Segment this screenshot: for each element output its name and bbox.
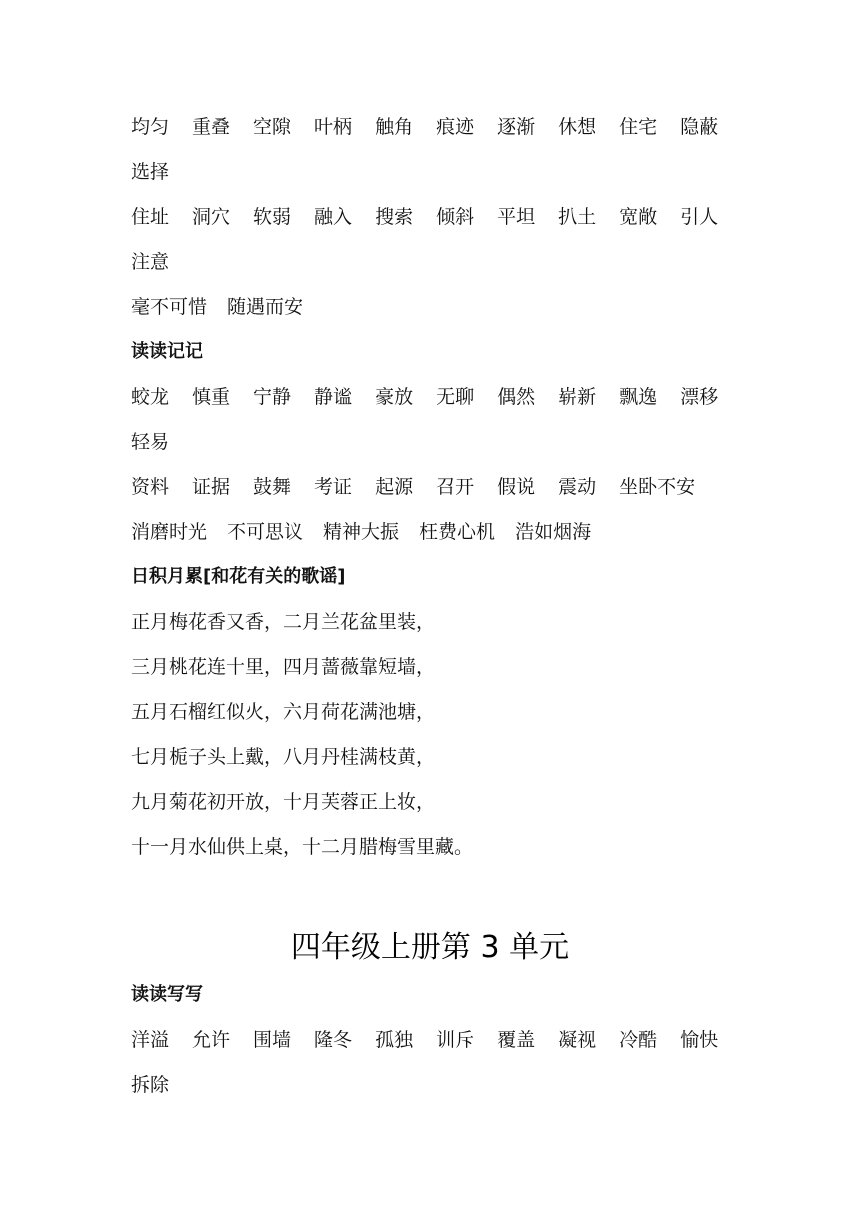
word: 搜索: [375, 206, 414, 228]
word: 轻易: [131, 431, 170, 453]
word: 毫不可惜: [131, 296, 208, 318]
word: 漂移: [680, 386, 719, 408]
word: 起源: [375, 476, 414, 498]
content-lower: [131, 976, 741, 1111]
word: 注意: [131, 251, 170, 273]
word: 蛟龙: [131, 386, 170, 408]
word: 选择: [131, 161, 170, 183]
word: 宽敞: [619, 206, 658, 228]
word-line-4: [131, 243, 741, 288]
word: 鼓舞: [253, 476, 292, 498]
word: 训斥: [436, 1029, 475, 1051]
word: 隆冬: [314, 1029, 353, 1051]
word: 浩如烟海: [515, 521, 592, 543]
word-line-7: [131, 423, 741, 468]
word: 逐渐: [497, 116, 536, 138]
word: 凝视: [558, 1029, 597, 1051]
word: 软弱: [253, 206, 292, 228]
word: 无聊: [436, 386, 475, 408]
word: 愉快: [680, 1029, 719, 1051]
word: 静谧: [314, 386, 353, 408]
word: 震动: [558, 476, 597, 498]
word: 证据: [192, 476, 231, 498]
word: 洋溢: [131, 1029, 170, 1051]
word: 住址: [131, 206, 170, 228]
word: 孤独: [375, 1029, 414, 1051]
word: 飘逸: [619, 386, 658, 408]
word: 枉费心机: [419, 521, 496, 543]
word: 住宅: [619, 116, 658, 138]
word: 触角: [375, 116, 414, 138]
section-heading-accumulation: 日积月累[和花有关的歌谣]: [131, 566, 346, 587]
word: 不可思议: [227, 521, 304, 543]
word: 拆除: [131, 1074, 170, 1096]
word-line-11: [131, 1066, 741, 1111]
poem-line: 十一月水仙供上桌，十二月腊梅雪里藏。: [131, 836, 474, 858]
content-upper: [131, 108, 741, 873]
word-line-3: [131, 198, 741, 243]
word-line-8: [131, 468, 741, 513]
word: 平坦: [497, 206, 536, 228]
word: 覆盖: [497, 1029, 536, 1051]
word: 痕迹: [436, 116, 475, 138]
word: 空隙: [253, 116, 292, 138]
word: 洞穴: [192, 206, 231, 228]
word-line-1: [131, 108, 741, 153]
word: 宁静: [253, 386, 292, 408]
poem-line: 正月梅花香又香，二月兰花盆里装，: [131, 611, 436, 633]
poem-line: 九月菊花初开放，十月芙蓉正上妆，: [131, 791, 436, 813]
unit-title: 四年级上册第 3 单元: [290, 930, 570, 965]
word: 偶然: [497, 386, 536, 408]
section-heading-read-remember: 读读记记: [131, 341, 203, 362]
word: 冷酷: [619, 1029, 658, 1051]
word: 允许: [192, 1029, 231, 1051]
word: 引人: [680, 206, 719, 228]
word: 倾斜: [436, 206, 475, 228]
word: 崭新: [558, 386, 597, 408]
word: 隐蔽: [680, 116, 719, 138]
word-line-5: [131, 288, 741, 333]
word: 召开: [436, 476, 475, 498]
word: 休想: [558, 116, 597, 138]
word: 精神大振: [323, 521, 400, 543]
word: 假说: [497, 476, 536, 498]
poem-line: 三月桃花连十里，四月蔷薇靠短墙，: [131, 656, 436, 678]
word: 围墙: [253, 1029, 292, 1051]
word: 资料: [131, 476, 170, 498]
word: 扒土: [558, 206, 597, 228]
word: 慎重: [192, 386, 231, 408]
word: 考证: [314, 476, 353, 498]
word: 均匀: [131, 116, 170, 138]
word: 消磨时光: [131, 521, 208, 543]
word: 融入: [314, 206, 353, 228]
poem-line: 五月石榴红似火，六月荷花满池塘，: [131, 701, 436, 723]
word: 豪放: [375, 386, 414, 408]
word-line-9: [131, 513, 741, 558]
section-heading-read-write: 读读写写: [131, 984, 203, 1005]
word: 重叠: [192, 116, 231, 138]
word-line-2: [131, 153, 741, 198]
poem-line: 七月栀子头上戴，八月丹桂满枝黄，: [131, 746, 436, 768]
word: 随遇而安: [227, 296, 304, 318]
word-line-6: [131, 378, 741, 423]
word: 坐卧不安: [619, 476, 696, 498]
word: 叶柄: [314, 116, 353, 138]
word-line-10: [131, 1021, 741, 1066]
